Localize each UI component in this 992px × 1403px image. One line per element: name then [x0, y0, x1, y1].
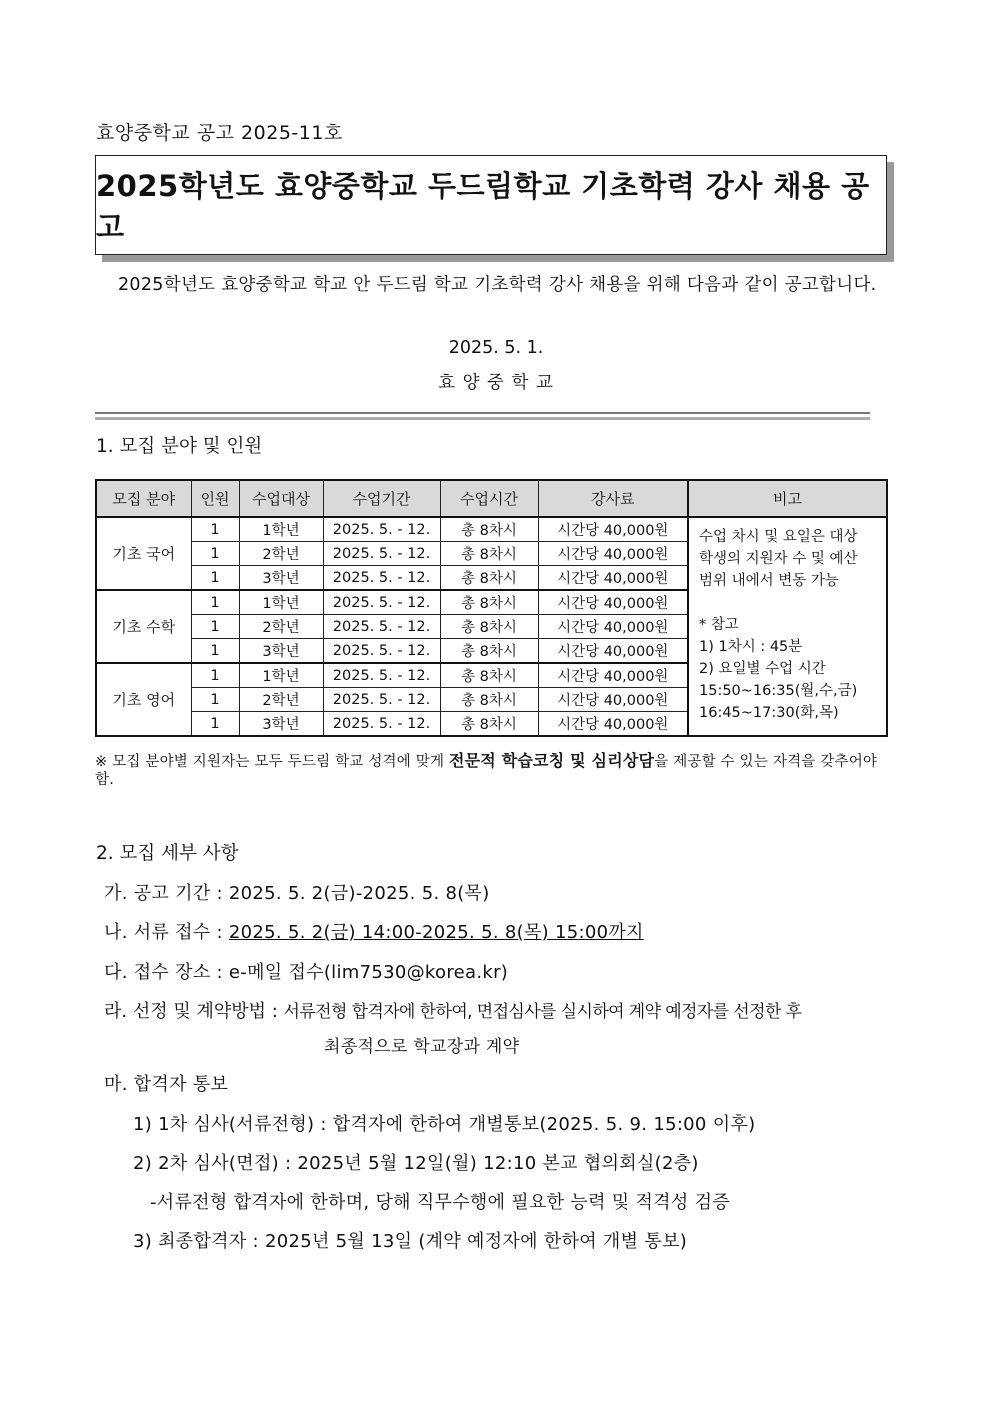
table-header-row [96, 480, 887, 517]
result-step-1: 1) 1차 심사(서류전형) : 합격자에 한하여 개별통보(2025. 5. 9. 15:00 이후) [133, 1114, 756, 1135]
cell-target: 1학년 [239, 517, 323, 542]
cell-target: 2학년 [239, 542, 323, 566]
item-announcement-period: 가. 공고 기간 : 2025. 5. 2(금)-2025. 5. 8(목) [104, 883, 490, 904]
subject-cell: 기초 국어 [96, 517, 191, 590]
cell-target: 2학년 [239, 688, 323, 712]
cell-count: 1 [191, 566, 239, 591]
cell-period: 2025. 5. - 12. [323, 688, 440, 712]
note-line: 수업 차시 및 요일은 대상 [699, 529, 858, 545]
footnote-emphasis: 전문적 학습코칭 및 심리상담 [448, 751, 655, 770]
cell-hours: 총 8차시 [440, 639, 538, 664]
item-label: 라. 선정 및 계약방법 : [104, 1001, 284, 1022]
cell-hours: 총 8차시 [440, 712, 538, 737]
document-title: 2025학년도 효양중학교 두드림학교 기초학력 강사 채용 공고 [96, 169, 870, 244]
note-ref-line: 15:50~16:35(월,수,금) [699, 683, 858, 699]
section2-heading: 2. 모집 세부 사항 [96, 843, 239, 864]
note-line: 학생의 지원자 수 및 예산 [699, 551, 858, 567]
cell-period: 2025. 5. - 12. [323, 663, 440, 688]
col-header-fee: 강사료 [538, 480, 688, 517]
result-step-3: 3) 최종합격자 : 2025년 5월 13일 (계약 예정자에 한하여 개별 통보) [133, 1231, 688, 1252]
cell-count: 1 [191, 712, 239, 737]
cell-period: 2025. 5. - 12. [323, 542, 440, 566]
divider [95, 412, 870, 414]
cell-period: 2025. 5. - 12. [323, 566, 440, 591]
footnote-text: ※ 모집 분야별 지원자는 모두 두드림 학교 성격에 맞게 [95, 754, 449, 770]
cell-fee: 시간당 40,000원 [538, 517, 688, 542]
subject-cell: 기초 수학 [96, 590, 191, 663]
cell-period: 2025. 5. - 12. [323, 615, 440, 639]
col-header-hours: 수업시간 [440, 480, 538, 517]
cell-fee: 시간당 40,000원 [538, 639, 688, 664]
note-ref-line: 1) 1차시 : 45분 [699, 639, 803, 655]
result-step-2-detail: -서류전형 합격자에 한하며, 당해 직무수행에 필요한 능력 및 적격성 검증 [150, 1192, 730, 1213]
submission-period: 2025. 5. 2(금) 14:00-2025. 5. 8(목) 15:00까지 [228, 922, 644, 943]
cell-fee: 시간당 40,000원 [538, 542, 688, 566]
intro-paragraph: 2025학년도 효양중학교 학교 안 두드림 학교 기초학력 강사 채용을 위해 다음과 같이 공고합니다. [118, 275, 877, 295]
cell-hours: 총 8차시 [440, 615, 538, 639]
col-header-note: 비고 [688, 480, 887, 517]
cell-target: 3학년 [239, 712, 323, 737]
item-selection-method [104, 997, 904, 1023]
cell-fee: 시간당 40,000원 [538, 590, 688, 615]
col-header-field: 모집 분야 [96, 480, 191, 517]
cell-hours: 총 8차시 [440, 517, 538, 542]
footnote-text-end: 을 제공할 수 있는 자격을 갖추어야 함. [95, 754, 878, 788]
title-box [95, 155, 887, 255]
cell-count: 1 [191, 688, 239, 712]
note-ref-line: 2) 요일별 수업 시간 [699, 661, 826, 677]
cell-count: 1 [191, 615, 239, 639]
cell-hours: 총 8차시 [440, 566, 538, 591]
cell-target: 1학년 [239, 590, 323, 615]
item-submission-place: 다. 접수 장소 : e-메일 접수(lim7530@korea.kr) [104, 962, 509, 983]
note-cell [688, 517, 887, 736]
item-label: 나. 서류 접수 : [104, 922, 229, 943]
cell-hours: 총 8차시 [440, 688, 538, 712]
school-name: 효 양 중 학 교 [438, 373, 554, 393]
col-header-period: 수업기간 [323, 480, 440, 517]
item-result-notice: 마. 합격자 통보 [104, 1074, 229, 1095]
cell-count: 1 [191, 639, 239, 664]
cell-period: 2025. 5. - 12. [323, 590, 440, 615]
cell-hours: 총 8차시 [440, 542, 538, 566]
recruitment-table [95, 479, 888, 737]
divider-shadow [95, 417, 870, 420]
cell-fee: 시간당 40,000원 [538, 663, 688, 688]
cell-fee: 시간당 40,000원 [538, 615, 688, 639]
selection-method-line2: 최종적으로 학교장과 계약 [324, 1037, 520, 1057]
cell-count: 1 [191, 590, 239, 615]
note-line: 범위 내에서 변동 가능 [699, 573, 839, 589]
section1-heading: 1. 모집 분야 및 인원 [96, 436, 263, 457]
notice-number: 효양중학교 공고 2025-11호 [96, 122, 343, 144]
result-step-2: 2) 2차 심사(면접) : 2025년 5월 12일(월) 12:10 본교 협의회실(2층) [133, 1153, 699, 1174]
cell-hours: 총 8차시 [440, 663, 538, 688]
cell-hours: 총 8차시 [440, 590, 538, 615]
cell-target: 3학년 [239, 639, 323, 664]
cell-target: 3학년 [239, 566, 323, 591]
cell-count: 1 [191, 517, 239, 542]
cell-period: 2025. 5. - 12. [323, 517, 440, 542]
cell-period: 2025. 5. - 12. [323, 712, 440, 737]
cell-count: 1 [191, 663, 239, 688]
item-document-submission [104, 918, 644, 944]
subject-cell: 기초 영어 [96, 663, 191, 736]
footnote [95, 752, 897, 789]
cell-fee: 시간당 40,000원 [538, 566, 688, 591]
col-header-target: 수업대상 [239, 480, 323, 517]
note-ref-title: * 참고 [699, 617, 739, 633]
cell-target: 2학년 [239, 615, 323, 639]
note-ref-line: 16:45~17:30(화,목) [699, 705, 839, 721]
cell-fee: 시간당 40,000원 [538, 712, 688, 737]
cell-period: 2025. 5. - 12. [323, 639, 440, 664]
selection-method-line1: 서류전형 합격자에 한하여, 면접심사를 실시하여 계약 예정자를 선정한 후 [283, 1002, 802, 1022]
cell-fee: 시간당 40,000원 [538, 688, 688, 712]
table-row [96, 517, 887, 542]
cell-count: 1 [191, 542, 239, 566]
notice-date: 2025. 5. 1. [448, 338, 544, 358]
cell-target: 1학년 [239, 663, 323, 688]
col-header-count: 인원 [191, 480, 239, 517]
